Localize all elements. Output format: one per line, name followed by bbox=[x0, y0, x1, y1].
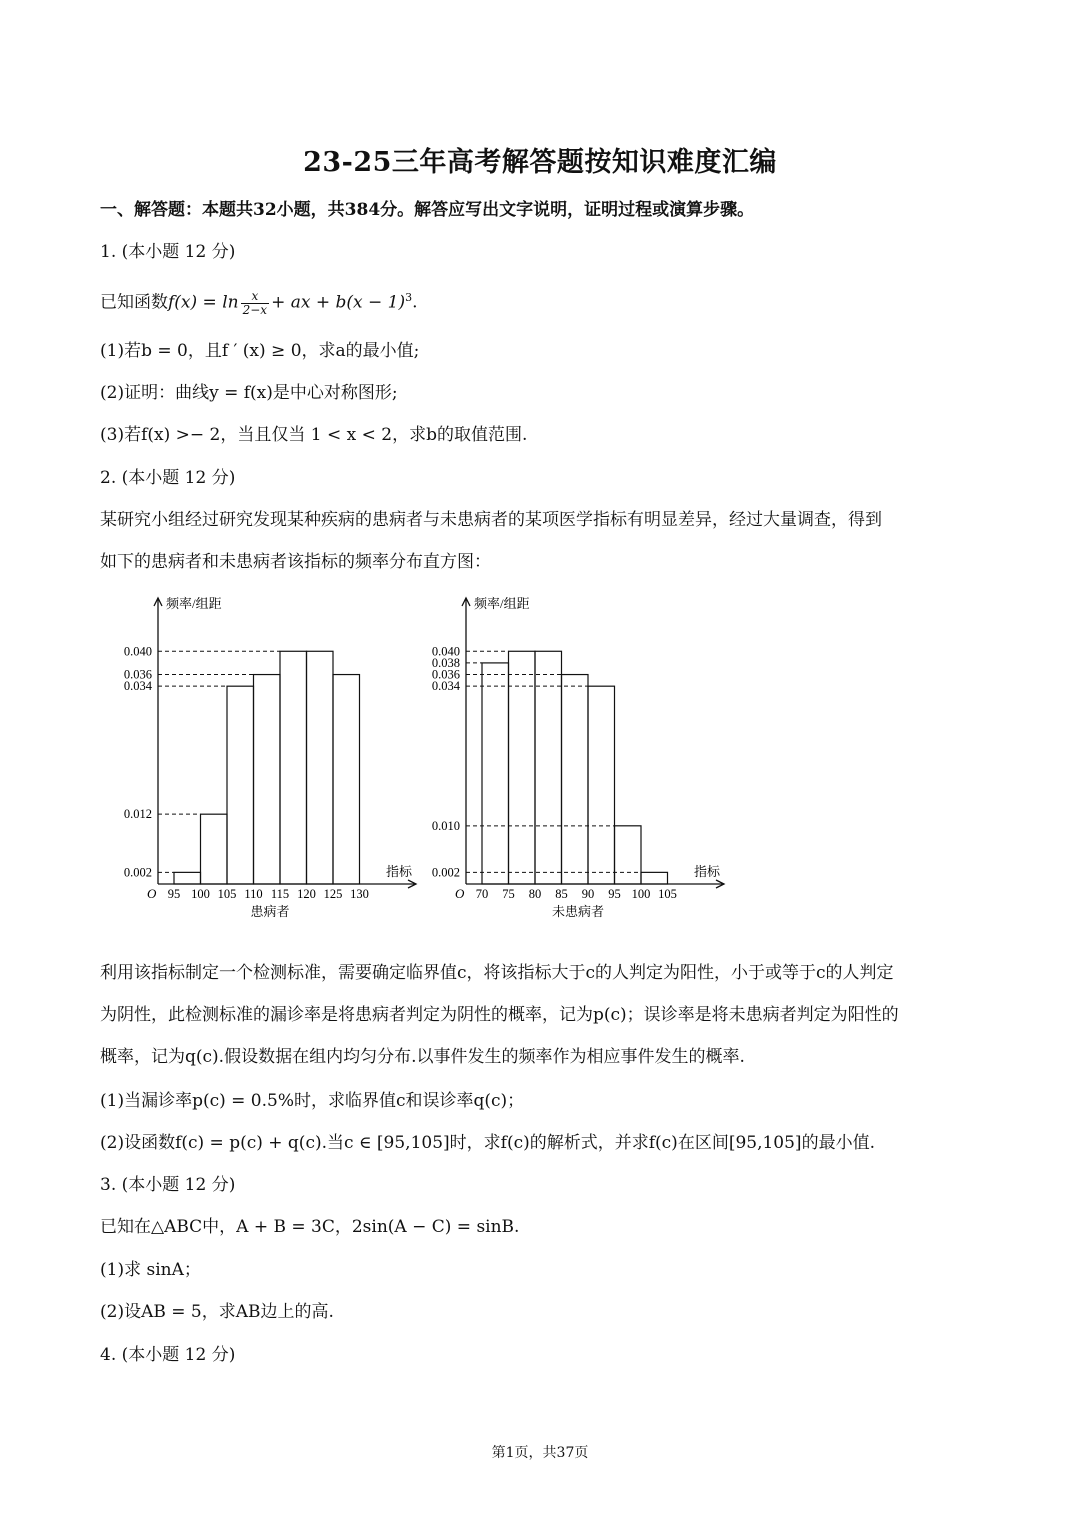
chart1-x-tick-110: 110 bbox=[244, 887, 263, 901]
page-footer: 第1页，共37页 bbox=[491, 1445, 589, 1461]
q2-after-line1: 利用该指标制定一个检测标准，需要确定临界值c，将该指标大于c的人判定为阳性，小于或等于c的人判定 bbox=[100, 963, 894, 983]
chart1-x-tick-95: 95 bbox=[167, 887, 181, 901]
chart2-x-tick-80: 80 bbox=[528, 887, 542, 901]
page-title: 23-25三年高考解答题按知识难度汇编 bbox=[303, 147, 777, 178]
chart2-origin-label: O bbox=[455, 886, 465, 901]
chart2-title: 未患病者 bbox=[551, 904, 605, 919]
chart1-x-tick-125: 125 bbox=[323, 887, 343, 901]
chart1-bar-105-110 bbox=[227, 686, 254, 884]
q3-part2: (2)设AB = 5，求AB边上的高. bbox=[100, 1302, 334, 1322]
q1-stem-rest: + ax + b(x − 1) bbox=[271, 292, 406, 313]
chart1-x-label: 指标 bbox=[386, 864, 413, 879]
histogram-charts bbox=[110, 588, 750, 938]
q3-stem: 已知在△ABC中，A + B = 3C，2sin(A − C) = sinB. bbox=[100, 1217, 520, 1237]
q1-frac-num: x bbox=[241, 290, 269, 304]
chart1-bar-115-120 bbox=[280, 651, 307, 884]
q1-stem-f: f(x) = ln bbox=[168, 292, 239, 313]
q1-part2: (2)证明：曲线y = f(x)是中心对称图形; bbox=[100, 383, 398, 403]
q3-label: 3. (本小题 12 分) bbox=[100, 1175, 236, 1195]
q2-after-line2: 为阴性，此检测标准的漏诊率是将患病者判定为阴性的概率，记为p(c)；误诊率是将未患病者判定为阳性的 bbox=[100, 1005, 899, 1025]
q2-stem-line2: 如下的患病者和未患病者该指标的频率分布直方图： bbox=[100, 552, 491, 572]
q1-part1: (1)若b = 0，且f ′ (x) ≥ 0，求a的最小值; bbox=[100, 341, 420, 361]
q1-stem-prefix: 已知函数 bbox=[100, 292, 168, 313]
chart2-bar-95-100 bbox=[615, 826, 642, 884]
q1-fraction bbox=[241, 290, 269, 317]
chart2-x-tick-105: 105 bbox=[658, 887, 677, 901]
q1-label: 1. (本小题 12 分) bbox=[100, 242, 236, 262]
chart1-x-tick-120: 120 bbox=[297, 887, 316, 901]
q1-frac-den: 2−x bbox=[242, 302, 268, 317]
chart2-x-tick-70: 70 bbox=[475, 887, 489, 901]
q1-stem-exp: 3 bbox=[405, 291, 413, 304]
q1-stem bbox=[100, 286, 418, 317]
chart2-bar-85-90 bbox=[562, 675, 589, 884]
chart2-bar-70-75 bbox=[482, 663, 509, 884]
q2-part2: (2)设函数f(c) = p(c) + q(c).当c ∈ [95,105]时，求f(c)的解析式，并求f(c)在区间[95,105]的最小值. bbox=[100, 1133, 875, 1153]
chart1-x-tick-105: 105 bbox=[217, 887, 237, 901]
chart2-x-tick-100: 100 bbox=[631, 887, 651, 901]
q2-label: 2. (本小题 12 分) bbox=[100, 468, 236, 488]
chart2-y-tick-0.040: 0.040 bbox=[431, 644, 460, 659]
chart1-bar-125-130 bbox=[333, 675, 360, 884]
chart2-y-tick-0.038: 0.038 bbox=[431, 655, 460, 670]
chart2-y-tick-0.034: 0.034 bbox=[431, 679, 460, 694]
section-header: 一、解答题：本题共32小题，共384分。解答应写出文字说明，证明过程或演算步骤。 bbox=[100, 200, 755, 220]
chart1-bar-100-105 bbox=[201, 814, 228, 884]
q2-after-line3: 概率，记为q(c).假设数据在组内均匀分布.以事件发生的频率作为相应事件发生的概率. bbox=[100, 1047, 745, 1067]
q2-part1: (1)当漏诊率p(c) = 0.5%时，求临界值c和误诊率q(c)； bbox=[100, 1091, 525, 1111]
chart1-y-tick-0.012: 0.012 bbox=[123, 807, 152, 822]
chart2-x-tick-90: 90 bbox=[581, 887, 595, 901]
chart2-bar-90-95 bbox=[588, 686, 615, 884]
chart1-x-tick-130: 130 bbox=[350, 887, 369, 901]
chart2-x-tick-85: 85 bbox=[555, 887, 568, 901]
chart1-x-tick-115: 115 bbox=[270, 887, 290, 901]
q2-stem-line1: 某研究小组经过研究发现某种疾病的患病者与未患病者的某项医学指标有明显差异，经过大量调查，得到 bbox=[100, 510, 882, 530]
chart1-bar-120-125 bbox=[307, 651, 334, 884]
q4-label: 4. (本小题 12 分) bbox=[100, 1345, 236, 1365]
chart2-y-label: 频率/组距 bbox=[474, 596, 530, 611]
chart2-bar-100-105 bbox=[641, 872, 668, 884]
chart2-y-tick-0.010: 0.010 bbox=[431, 818, 460, 833]
q1-stem-end: . bbox=[412, 292, 418, 313]
chart1-y-tick-0.002: 0.002 bbox=[123, 865, 152, 880]
chart2-x-tick-75: 75 bbox=[502, 887, 515, 901]
chart1-y-tick-0.040: 0.040 bbox=[123, 644, 152, 659]
q3-part1: (1)求 sinA； bbox=[100, 1260, 201, 1280]
chart1-bar-110-115 bbox=[254, 675, 281, 884]
chart1-y-label: 频率/组距 bbox=[166, 596, 222, 611]
chart2-x-tick-95: 95 bbox=[608, 887, 621, 901]
chart1-y-tick-0.036: 0.036 bbox=[123, 667, 152, 682]
chart1-bar-95-100 bbox=[174, 872, 201, 884]
chart2-y-tick-0.002: 0.002 bbox=[431, 865, 460, 880]
chart1-y-tick-0.034: 0.034 bbox=[123, 679, 152, 694]
chart1-origin-label: O bbox=[147, 886, 157, 901]
chart1-x-tick-100: 100 bbox=[191, 887, 210, 901]
chart2-y-tick-0.036: 0.036 bbox=[431, 667, 460, 682]
chart2-x-label: 指标 bbox=[694, 864, 721, 879]
chart1-title: 患病者 bbox=[250, 904, 290, 919]
q1-part3: (3)若f(x) >− 2，当且仅当 1 < x < 2，求b的取值范围. bbox=[100, 425, 528, 445]
